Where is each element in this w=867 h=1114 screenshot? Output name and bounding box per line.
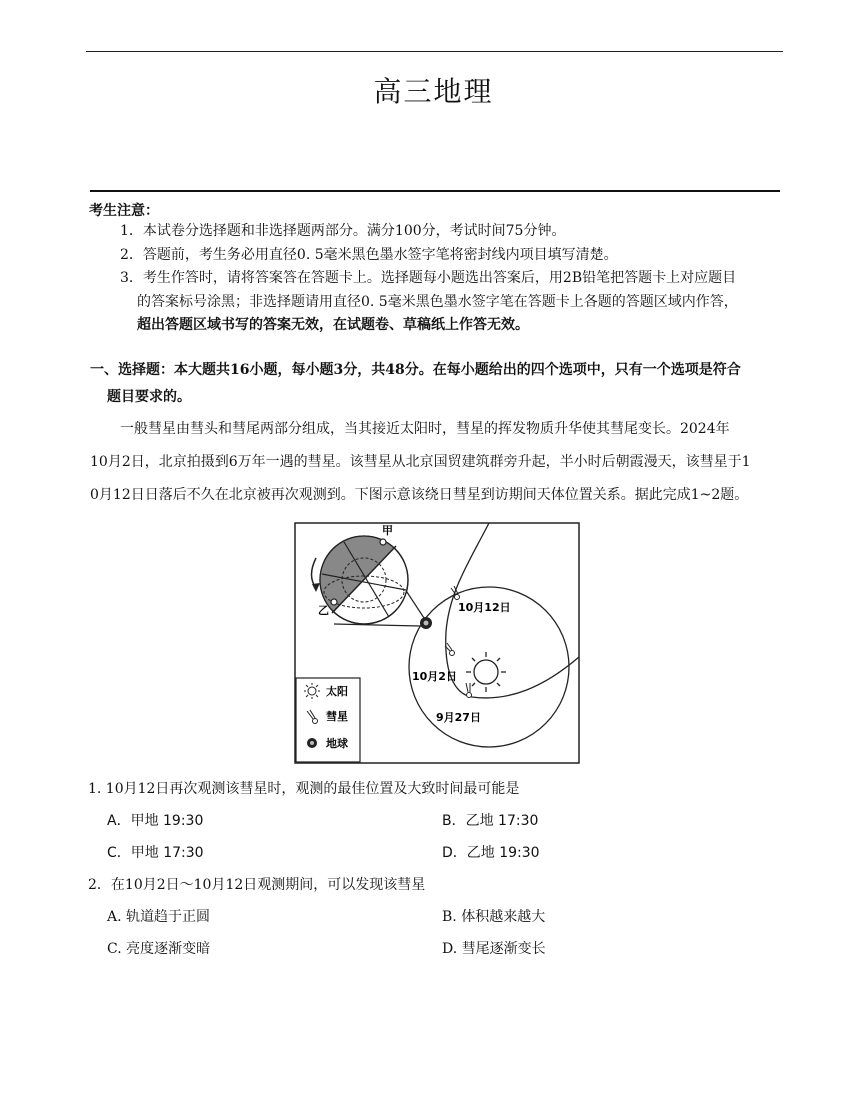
legend-earth-label: 地球	[326, 737, 348, 750]
point-jia	[380, 539, 386, 545]
notice-item-3-bold: 超出答题区域书写的答案无效，在试题卷、草稿纸上作答无效。	[137, 317, 529, 333]
q1-option-a: A．甲地 19:30	[107, 813, 204, 829]
label-jia: 甲	[382, 524, 393, 537]
q2-option-a: A. 轨道趋于正圆	[107, 909, 211, 925]
earth-icon	[420, 617, 432, 629]
q1-stem: 1. 10月12日再次观测该彗星时，观测的最佳位置及大致时间最可能是	[88, 781, 520, 797]
q2-option-c: C. 亮度逐渐变暗	[107, 941, 211, 957]
legend	[296, 678, 360, 762]
legend-comet-label: 彗星	[326, 710, 348, 723]
q1-option-c: C．甲地 17:30	[107, 845, 204, 861]
section-heading: 一、选择题：本大题共16小题，每小题3分，共48分。在每小题给出的四个选项中，只有一个选项是符合	[90, 362, 741, 378]
section-heading-cont: 题目要求的。	[107, 389, 191, 405]
passage-line-3: 0月12日日落后不久在北京被再次观测到。下图示意该绕日彗星到访期间天体位置关系。据此完成1~2题。	[90, 487, 749, 503]
notice-item-3: 3．考生作答时，请将答案答在答题卡上。选择题每小题选出答案后，用2B铅笔把答题卡上对应题目	[120, 270, 737, 286]
label-yi: 乙	[318, 604, 329, 617]
notice-item-3-cont: 的答案标号涂黑；非选择题请用直径0. 5毫米黑色墨水签字笔在答题卡上各题的答题区域内作答，	[137, 294, 738, 310]
comet-orbit-figure	[294, 522, 580, 764]
legend-earth-icon	[307, 738, 317, 748]
q2-option-b: B. 体积越来越大	[442, 909, 546, 925]
point-yi	[331, 599, 337, 605]
figure-svg	[294, 522, 580, 764]
top-rule	[86, 51, 783, 52]
date-oct12: 10月12日	[458, 601, 511, 614]
passage-line-2: 10月2日，北京拍摄到6万年一遇的彗星。该彗星从北京国贸建筑群旁升起，半小时后朝霞漫天，该彗星于1	[90, 454, 751, 470]
legend-sun-label: 太阳	[326, 685, 348, 698]
notice-heading: 考生注意：	[89, 203, 159, 219]
header-divider	[90, 190, 780, 192]
page-title: 高三地理	[373, 75, 494, 108]
date-sep27: 9月27日	[436, 711, 481, 724]
q1-option-b: B．乙地 17:30	[442, 813, 539, 829]
notice-item-1: 1．本试卷分选择题和非选择题两部分。满分100分，考试时间75分钟。	[120, 223, 566, 239]
q1-option-d: D．乙地 19:30	[442, 845, 540, 861]
q2-stem: 2．在10月2日～10月12日观测期间，可以发现该彗星	[88, 877, 426, 893]
date-oct2: 10月2日	[412, 670, 457, 683]
notice-item-2: 2．答题前，考生务必用直径0. 5毫米黑色墨水签字笔将密封线内项目填写清楚。	[120, 247, 618, 263]
passage-line-1: 一般彗星由彗头和彗尾两部分组成，当其接近太阳时，彗星的挥发物质升华使其彗尾变长。2024年	[120, 421, 730, 437]
q2-option-d: D. 彗尾逐渐变长	[442, 941, 546, 957]
